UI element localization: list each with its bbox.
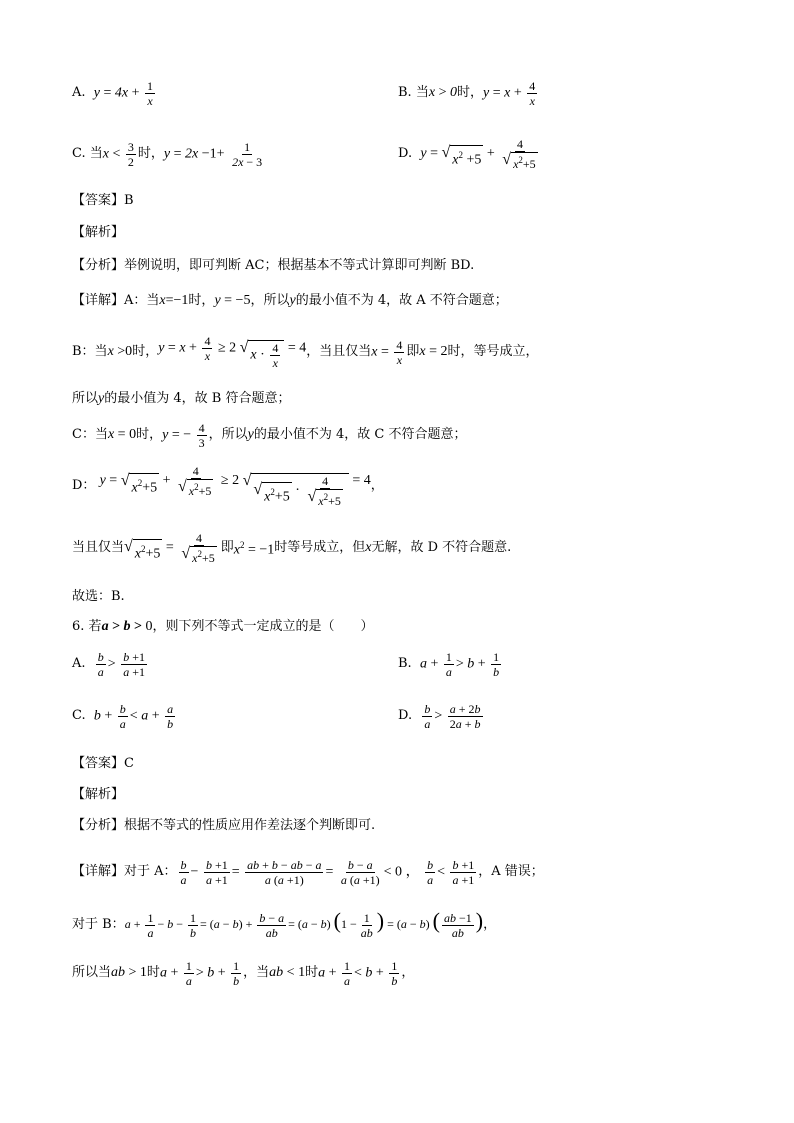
option-label: A. — [72, 85, 86, 100]
option-math: b + $\frac{b}{a}$ < a + $\frac{a}{b}$ — [93, 701, 174, 731]
detail-text: 时， — [136, 427, 163, 442]
detail-text: ，当且仅当 — [306, 344, 372, 359]
q6-fenxi — [72, 817, 375, 835]
q5-option-d — [398, 134, 542, 174]
math: y = −5 — [214, 293, 251, 308]
detail-text: 对于 B： — [72, 917, 125, 932]
q5-analysis-tag: 【解析】 — [72, 225, 125, 240]
detail-text: 无解，故 D 不符合题意. — [371, 540, 512, 555]
option-text: 当 — [89, 146, 103, 161]
detail-text: ， — [401, 965, 415, 980]
option-math: $\frac{b}{a}$ > $\frac{b +1}{a +1}$ — [97, 649, 145, 679]
math: x = 0 — [107, 427, 137, 442]
option-math: y = x + $\frac{4}{x}$ — [482, 78, 536, 108]
q6-option-d — [398, 697, 485, 735]
detail-text: 的最小值为 4，故 B 符合题意； — [104, 391, 291, 406]
q6-answer — [72, 755, 134, 773]
detail-text: 时，等号成立， — [447, 344, 539, 359]
detail-text: ，所以 — [250, 293, 290, 308]
answer-value: C — [124, 756, 134, 771]
math: $\frac{b}{a}$ − $\frac{b +1}{a +1}$ = $\frac{ab + b - ab - a}{a (a +1)}$ = $\frac{b - a}{a (a +1)}$ < 0 ， $\frac{b}{a}$ < $\frac{b +1}{a +1}$ — [180, 857, 475, 887]
detail-text: 时等号成立，但 — [274, 540, 366, 555]
detail-text: ，A 错误； — [478, 864, 544, 879]
option-cond: x < $\frac{3}{2}$ — [102, 139, 134, 169]
detail-text: 时， — [188, 293, 215, 308]
option-text: 当 — [415, 85, 429, 100]
q5-option-a — [72, 76, 157, 110]
option-math: y = √ $x^2 +5$ + 4 √ $x^2+5$ — [420, 137, 536, 171]
option-math: y = 2x −1+ $\frac{1}{2x - 3}$ — [163, 139, 263, 169]
option-label: A. — [72, 656, 86, 671]
detail-text: 当且仅当 — [72, 540, 125, 555]
math: x = 2 — [419, 344, 448, 359]
q6-option-a — [72, 645, 149, 683]
option-label: B. — [398, 656, 412, 671]
detail-text: 所以 — [72, 391, 99, 406]
math: x=−1 — [159, 293, 189, 308]
detail-text: ，所以 — [208, 427, 248, 442]
detail-text: 即 — [406, 344, 420, 359]
option-math: y = 4x + $\frac{1}{x}$ — [93, 78, 154, 108]
math: y — [289, 293, 296, 308]
q5-detail-a — [72, 292, 508, 310]
q5-option-b — [398, 76, 539, 110]
q6-option-b — [398, 645, 503, 683]
stem-text: 若 — [88, 619, 102, 634]
math: y = − $\frac{4}{3}$ — [162, 420, 205, 450]
math: √ $x^2+5$ = 4 √ $x^2+5$ — [124, 531, 215, 565]
math: x = $\frac{4}{x}$ — [371, 337, 403, 367]
detail-text: B：当 — [72, 344, 108, 359]
detail-text: 的最小值不为 4，故 A 不符合题意； — [295, 293, 508, 308]
math: ab < 1 — [269, 965, 306, 980]
answer-tag: 【答案】 — [72, 193, 125, 208]
math: y — [247, 427, 254, 442]
option-label: D. — [398, 146, 413, 161]
detail-text: ， — [483, 917, 497, 932]
math: a > b > 0 — [101, 619, 153, 634]
option-cond: x > 0 — [428, 85, 457, 100]
option-label: B. — [398, 85, 412, 100]
q6-stem — [72, 618, 374, 636]
q5-detail-d2 — [72, 528, 511, 568]
math: ab > 1 — [111, 965, 147, 980]
option-text: 时， — [456, 85, 483, 100]
math: a + $\frac{1}{a}$ < b + $\frac{1}{b}$ — [318, 958, 398, 988]
detail-text: 的最小值不为 4，故 C 不符合题意； — [253, 427, 467, 442]
q6-option-c — [72, 697, 177, 735]
detail-text: 时， — [132, 344, 159, 359]
option-math: $\frac{b}{a}$ > $\frac{a + 2b}{2a + b}$ — [424, 701, 481, 731]
q5-fenxi — [72, 257, 474, 275]
detail-text: ，当 — [243, 965, 270, 980]
option-math: a + $\frac{1}{a}$ > b + $\frac{1}{b}$ — [419, 649, 500, 679]
answer-value: B — [124, 193, 134, 208]
stem-text: ，则下列不等式一定成立的是（ ） — [152, 619, 374, 634]
q5-detail-d — [72, 466, 384, 506]
q6-detail-b — [72, 905, 496, 945]
option-text: 时， — [137, 146, 164, 161]
answer-tag: 【答案】 — [72, 756, 125, 771]
detail-text: 即 — [220, 540, 234, 555]
detail-tag: 【详解】 — [72, 293, 125, 308]
q6-detail-b2 — [72, 955, 414, 991]
option-label: C. — [72, 146, 86, 161]
fenxi-text: 举例说明，即可判断 AC；根据基本不等式计算即可判断 BD. — [124, 258, 475, 273]
math: y = x + $\frac{4}{x}$ ≥ 2 √ x · $\frac{4}{x}$ = 4 — [158, 334, 307, 370]
detail-text: ， — [370, 478, 384, 493]
q5-answer — [72, 192, 134, 210]
q6-analysis-tag: 【解析】 — [72, 787, 125, 802]
q5-conclusion: 故选：B. — [72, 589, 125, 604]
option-label: C. — [72, 708, 86, 723]
detail-text: A：当 — [124, 293, 160, 308]
q5-detail-c — [72, 418, 466, 452]
option-label: D. — [398, 708, 413, 723]
fenxi-tag: 【分析】 — [72, 818, 125, 833]
detail-text: D： — [72, 478, 96, 493]
q5-detail-b2 — [72, 390, 290, 408]
q6-detail-a — [72, 852, 544, 892]
math: $x^2 = -1$ — [233, 540, 275, 558]
fenxi-text: 根据不等式的性质应用作差法逐个判断即可. — [124, 818, 376, 833]
math: y = √ $x^2+5$ + 4 √ $x^2+5$ ≥ 2 √ √ $x^2+5$ · 4 √ $x^2+5$ = 4 — [99, 464, 371, 508]
detail-tag: 【详解】 — [72, 864, 125, 879]
question-number: 6. — [72, 619, 85, 634]
detail-text: 所以当 — [72, 965, 112, 980]
math: a + $\frac{1}{a}$ − b − $\frac{1}{b}$ = (a − b) + $\frac{b - a}{ab}$ = (a − b) (1 − $\frac{1}{ab}$ ) = (a − b) ( $\frac{ab -1}{ab}$ ) — [124, 908, 484, 940]
q5-option-c — [72, 137, 266, 171]
math: y — [98, 391, 105, 406]
detail-text: 时 — [305, 965, 319, 980]
detail-text: 对于 A： — [124, 864, 177, 879]
detail-text: 时 — [146, 965, 160, 980]
math: x >0 — [107, 344, 133, 359]
math: x — [365, 540, 372, 555]
fenxi-tag: 【分析】 — [72, 258, 125, 273]
detail-text: C：当 — [72, 427, 108, 442]
q5-detail-b — [72, 332, 539, 372]
math: a + $\frac{1}{a}$ > b + $\frac{1}{b}$ — [159, 958, 240, 988]
